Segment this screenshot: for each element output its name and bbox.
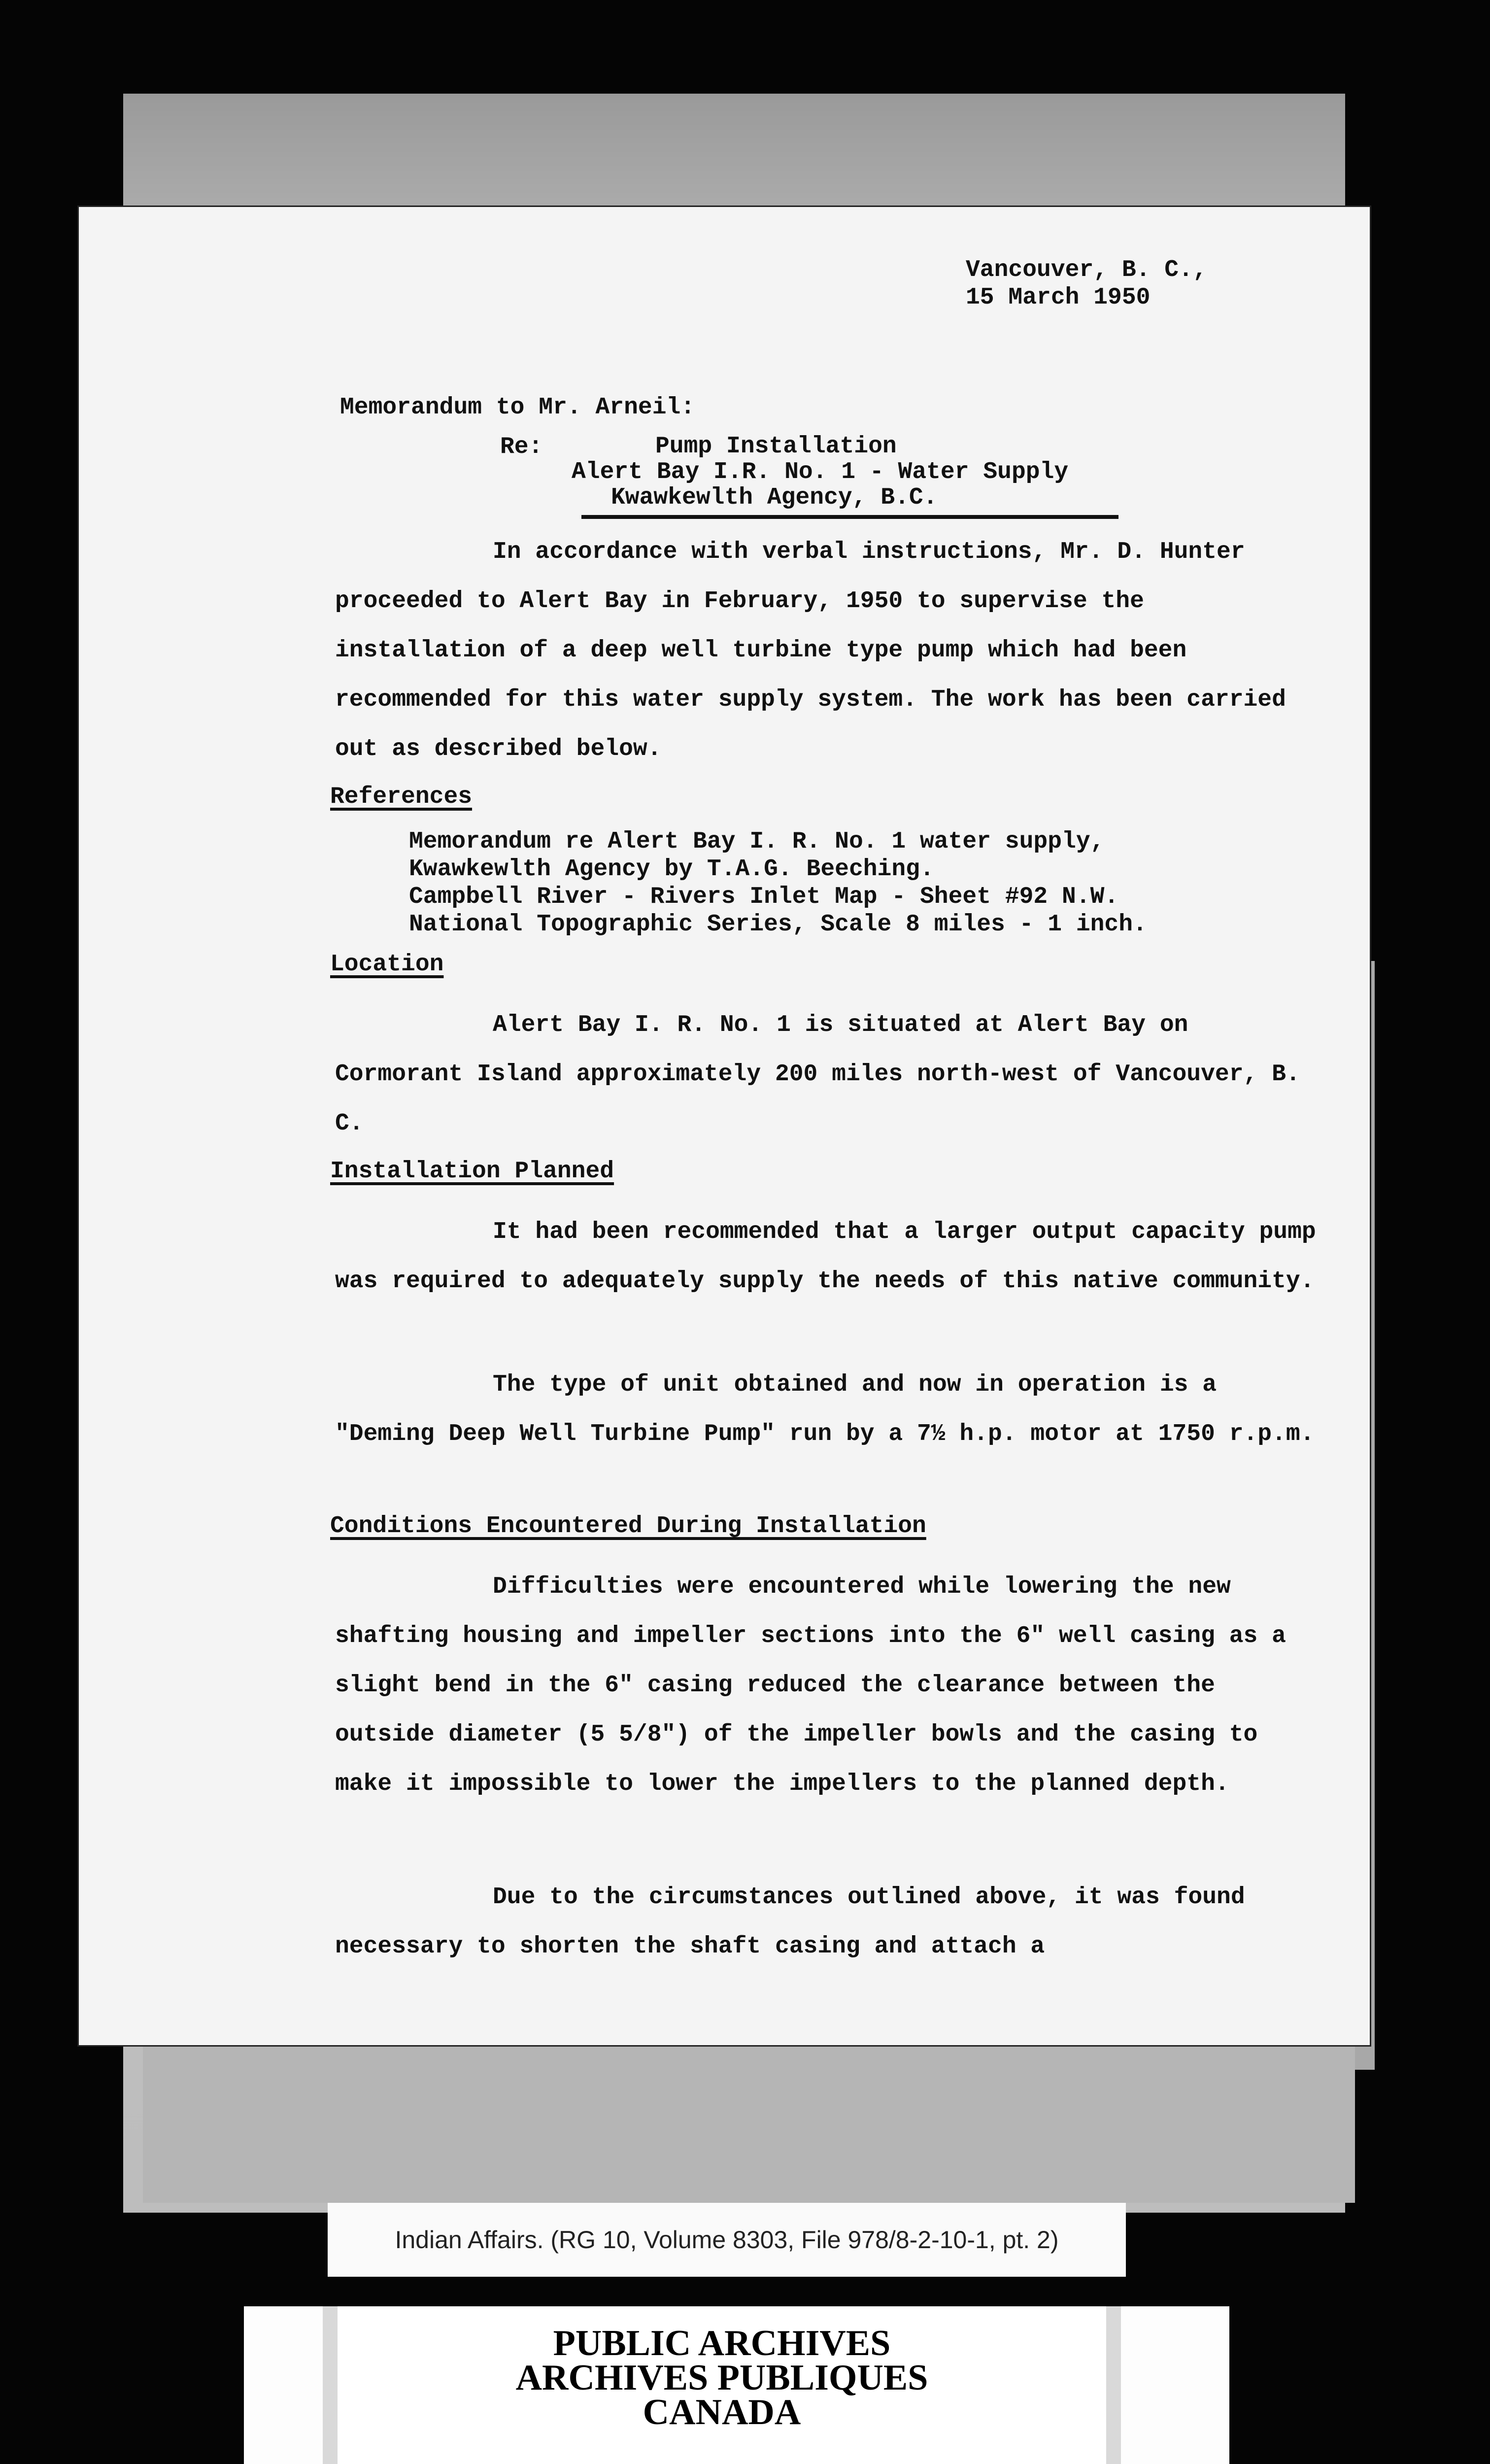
installation-text-2: The type of unit obtained and now in operation is a "Deming Deep Well Turbine Pump" run by a 7½ h.p. motor at 1750 r.p.m. (335, 1371, 1315, 1447)
memo-date: 15 March 1950 (966, 284, 1151, 311)
conditions-paragraph-1 (335, 1562, 1321, 1809)
installation-paragraph-2 (335, 1360, 1321, 1459)
conditions-heading: Conditions Encountered During Installation (330, 1513, 926, 1540)
stamp-line: PUBLIC ARCHIVES (553, 2323, 891, 2363)
memo-place: Vancouver, B. C., (966, 257, 1207, 283)
re-subject-block (572, 434, 1068, 511)
stamp-line: ARCHIVES PUBLIQUES (515, 2358, 928, 2398)
conditions-text-2: Due to the circumstances outlined above, it was found necessary to shorten the shaft casing and attach a (335, 1884, 1245, 1960)
underlying-sheet-bottom (143, 2020, 1355, 2203)
reference-line: Kwawkewlth Agency by T.A.G. Beeching. (409, 856, 934, 883)
references-heading: References (330, 784, 473, 810)
reference-line: Memorandum re Alert Bay I. R. No. 1 water supply, (409, 828, 1105, 855)
archive-citation: Indian Affairs. (RG 10, Volume 8303, File 978/8-2-10-1, pt. 2) (328, 2203, 1126, 2277)
place-date-block (966, 256, 1207, 311)
reference-line: National Topographic Series, Scale 8 miles - 1 inch. (409, 911, 1147, 938)
installation-heading: Installation Planned (330, 1158, 614, 1185)
re-line: Alert Bay I.R. No. 1 - Water Supply (572, 459, 1069, 485)
re-label: Re: (500, 434, 543, 460)
conditions-paragraph-2 (335, 1873, 1321, 1971)
intro-text: In accordance with verbal instructions, Mr. D. Hunter proceeded to Alert Bay in February, 1950 to supervise the installation of a deep well turbine type pump which had been recommended for this water supply system. The work has been carried out as described below. (335, 539, 1286, 762)
location-heading: Location (330, 951, 444, 978)
subject-underline (581, 515, 1118, 519)
stamp-text (338, 2323, 1106, 2432)
location-text: Alert Bay I. R. No. 1 is situated at Alert Bay on Cormorant Island approximately 200 miles north-west of Vancouver, B. C. (335, 1012, 1300, 1137)
installation-text-1: It had been recommended that a larger output capacity pump was required to adequately supply the needs of this native community. (335, 1219, 1316, 1295)
memo-recipient: Memorandum to Mr. Arneil: (340, 394, 695, 421)
archives-stamp-frame (244, 2306, 1229, 2464)
references-list (409, 828, 1147, 938)
intro-paragraph (335, 527, 1321, 774)
stamp-line: CANADA (643, 2392, 801, 2432)
re-line: Pump Installation (655, 433, 897, 460)
reference-line: Campbell River - Rivers Inlet Map - Sheet #92 N.W. (409, 884, 1119, 910)
conditions-text-1: Difficulties were encountered while lowering the new shafting housing and impeller sections into the 6" well casing as a slight bend in the 6" casing reduced the clearance between the outside diameter (5 5/8") of the impeller bowls and the casing to make it impossible to lower the impellers to the planned depth. (335, 1574, 1286, 1797)
archives-stamp (323, 2306, 1121, 2464)
re-line: Kwawkewlth Agency, B.C. (611, 484, 938, 511)
installation-paragraph-1 (335, 1207, 1321, 1306)
memo-page (79, 207, 1370, 2045)
location-paragraph (335, 1000, 1321, 1148)
